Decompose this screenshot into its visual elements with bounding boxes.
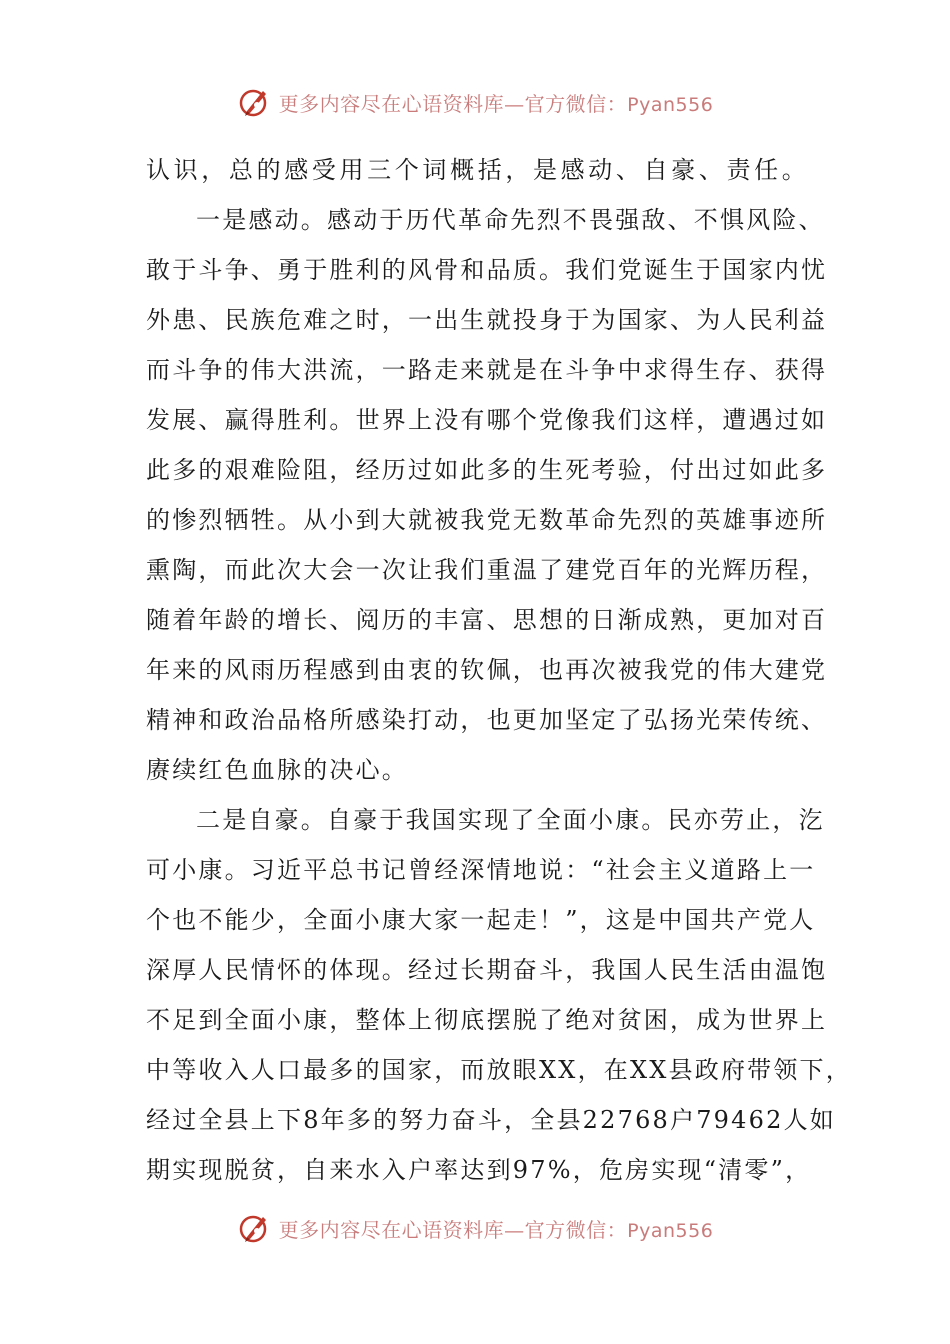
watermark-inner — [237, 85, 714, 119]
text-line: 敢于斗争、勇于胜利的风骨和品质。我们党诞生于国家内忧 — [146, 256, 828, 284]
text-line: 深厚人民情怀的体现。经过长期奋斗，我国人民生活由温饱 — [146, 956, 828, 984]
footer-watermark — [0, 1208, 950, 1248]
document-body — [146, 145, 852, 1195]
watermark-inner — [237, 1211, 714, 1245]
text-line: 熏陶，而此次大会一次让我们重温了建党百年的光辉历程， — [146, 556, 828, 584]
pen-logo-icon — [237, 1211, 271, 1245]
watermark-label: 更多内容尽在心语资料库—官方微信： — [278, 1217, 628, 1242]
text-line: 中等收入人口最多的国家，而放眼XX，在XX县政府带领下， — [146, 1056, 852, 1084]
text-line: 随着年龄的增长、阅历的丰富、思想的日渐成熟，更加对百 — [146, 606, 828, 634]
text-line: 发展、赢得胜利。世界上没有哪个党像我们这样，遭遇过如 — [146, 406, 828, 434]
text-line: 精神和政治品格所感染打动，也更加坚定了弘扬光荣传统、 — [146, 706, 828, 734]
text-line: 认识，总的感受用三个词概括，是感动、自豪、责任。 — [146, 156, 808, 184]
text-line: 二是自豪。自豪于我国实现了全面小康。民亦劳止，汔 — [196, 806, 825, 834]
text-line: 个也不能少，全面小康大家一起走！”，这是中国共产党人 — [146, 906, 816, 934]
watermark-wechat-id: Pyan556 — [627, 93, 714, 116]
text-line: 而斗争的伟大洪流，一路走来就是在斗争中求得生存、获得 — [146, 356, 828, 384]
text-line: 此多的艰难险阻，经历过如此多的生死考验，付出过如此多 — [146, 456, 828, 484]
text-line: 可小康。习近平总书记曾经深情地说：“社会主义道路上一 — [146, 856, 816, 884]
watermark-label: 更多内容尽在心语资料库—官方微信： — [278, 91, 628, 116]
text-line: 经过全县上下8年多的努力奋斗，全县22768户79462人如 — [146, 1106, 836, 1134]
watermark-wechat-id: Pyan556 — [627, 1219, 714, 1242]
pen-logo-icon — [237, 85, 271, 119]
text-line: 的惨烈牺牲。从小到大就被我党无数革命先烈的英雄事迹所 — [146, 506, 828, 534]
watermark-text — [279, 88, 714, 117]
text-line: 赓续红色血脉的决心。 — [146, 756, 408, 784]
text-line: 期实现脱贫，自来水入户率达到97%，危房实现“清零”， — [146, 1156, 812, 1184]
text-line: 年来的风雨历程感到由衷的钦佩，也再次被我党的伟大建党 — [146, 656, 828, 684]
watermark-text — [279, 1214, 714, 1243]
text-line: 不足到全面小康，整体上彻底摆脱了绝对贫困，成为世界上 — [146, 1006, 828, 1034]
header-watermark — [0, 82, 950, 122]
text-line: 一是感动。感动于历代革命先烈不畏强敌、不惧风险、 — [196, 206, 825, 234]
text-line: 外患、民族危难之时，一出生就投身于为国家、为人民利益 — [146, 306, 828, 334]
